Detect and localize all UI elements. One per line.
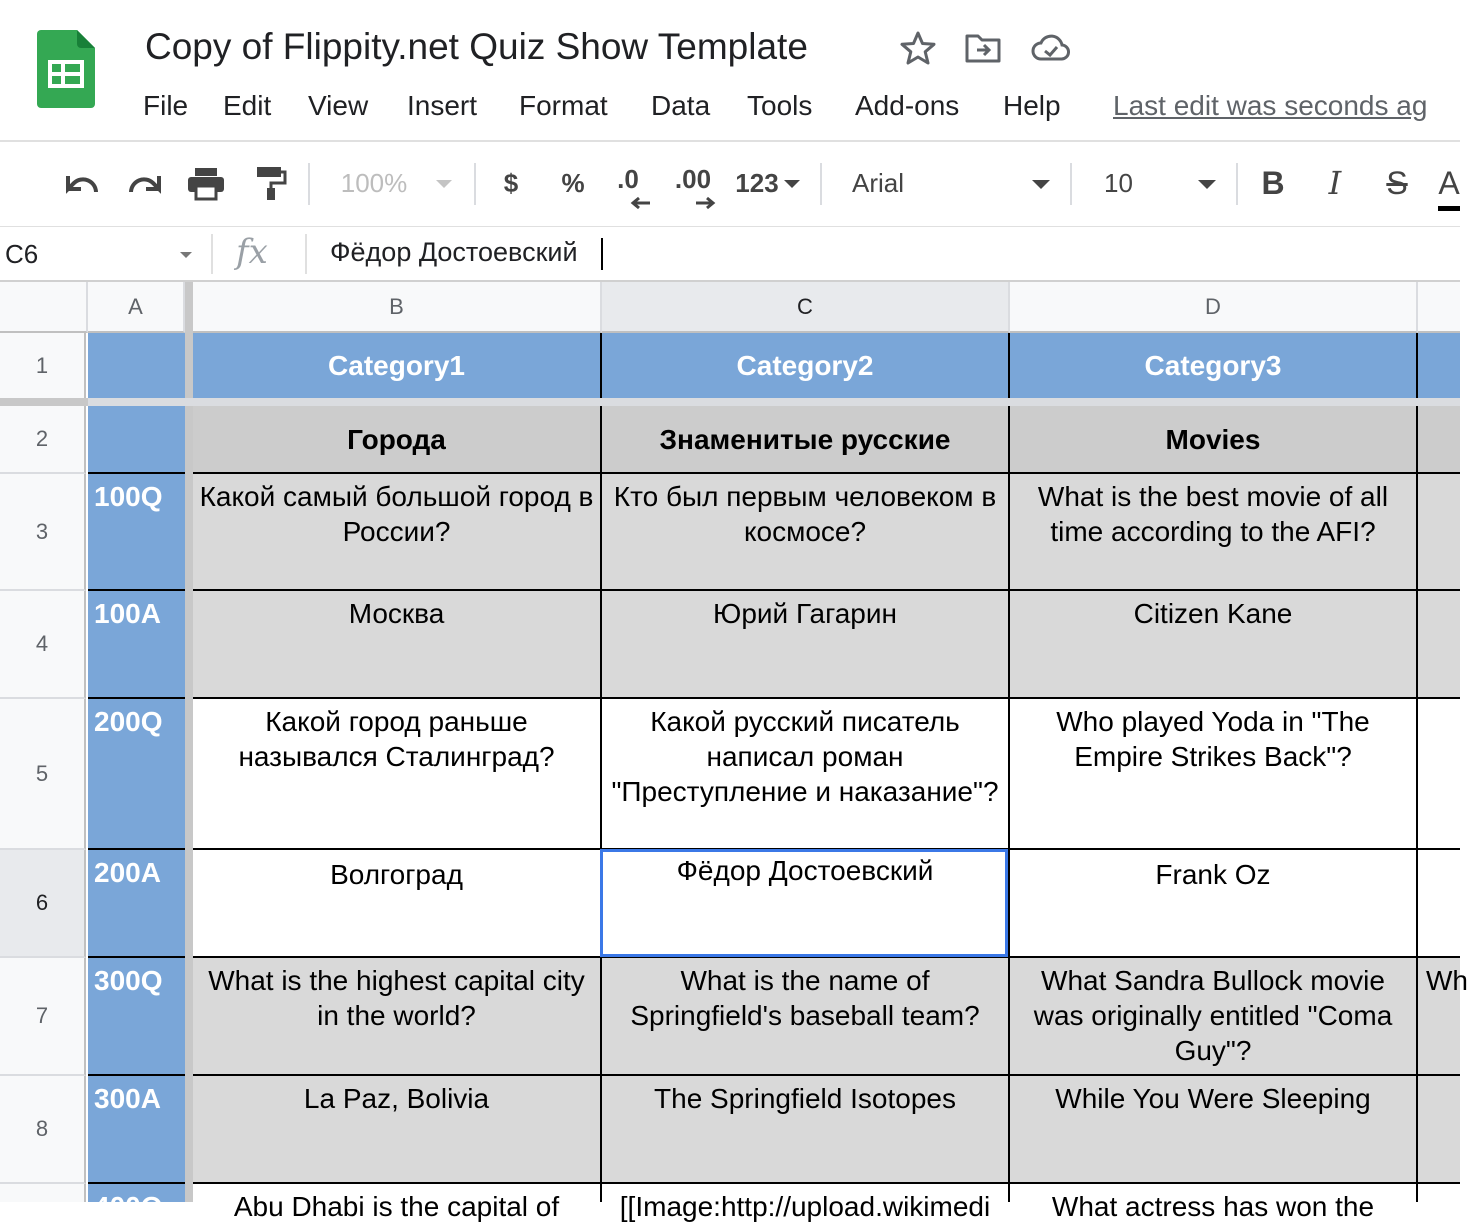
menu-insert[interactable]: Insert [407,90,478,121]
column-header-b[interactable]: B [193,282,602,333]
menu-edit[interactable]: Edit [223,90,272,121]
menu-format[interactable]: Format [519,90,608,121]
font-select[interactable]: Arial [852,167,905,198]
column-header-e[interactable] [1418,282,1460,333]
sheets-logo-icon[interactable] [37,30,95,108]
cell-b7[interactable]: What is the highest capital city in the world? [193,958,602,1076]
cell-e8[interactable] [1418,1076,1460,1184]
menu-tools[interactable]: Tools [747,90,813,121]
cell-b2[interactable]: Города [193,406,602,474]
row-header-8[interactable]: 8 [0,1076,86,1184]
name-box-chevron-down-icon[interactable] [180,252,192,258]
move-folder-icon[interactable] [963,30,1003,66]
strikethrough-button[interactable]: S [1386,164,1408,201]
cell-d4[interactable]: Citizen Kane [1010,591,1418,699]
currency-format-button[interactable]: $ [503,167,519,198]
italic-button[interactable]: I [1328,164,1342,202]
cell-c8[interactable]: The Springfield Isotopes [602,1076,1010,1184]
arrow-right-icon [694,196,716,214]
more-formats-button[interactable]: 123 [735,167,779,198]
cell-a1[interactable] [88,333,185,400]
cell-c2[interactable]: Знаменитые русские [602,406,1010,474]
zoom-select[interactable]: 100% [340,167,408,198]
toolbar-divider [474,163,476,205]
frozen-row-divider[interactable] [0,398,1460,406]
undo-icon[interactable] [60,160,104,206]
percent-format-button[interactable]: % [561,167,585,198]
toolbar-bottom-divider [0,226,1460,227]
column-header-c[interactable]: C [602,282,1010,333]
cell-e1[interactable] [1418,333,1460,400]
row-header-5[interactable]: 5 [0,699,86,850]
cell-e7[interactable]: Wh [1418,958,1460,1076]
cloud-saved-icon[interactable] [1030,30,1070,66]
print-icon[interactable] [184,160,228,206]
cell-d7[interactable]: What Sandra Bullock movie was originally entitled "Coma Guy"? [1010,958,1418,1076]
cell-b1[interactable]: Category1 [193,333,602,400]
formula-input[interactable]: Фёдор Достоевский [330,237,578,267]
cell-c9[interactable]: [[Image:http://upload.wikimedi [602,1184,1010,1202]
cell-a4[interactable]: 100A [88,591,185,699]
cell-c3[interactable]: Кто был первым человеком в космосе? [602,474,1010,591]
zoom-chevron-down-icon[interactable] [436,180,452,188]
document-title[interactable]: Copy of Flippity.net Quiz Show Template [145,26,808,67]
cell-d6[interactable]: Frank Oz [1010,850,1418,958]
cell-c6[interactable]: Фёдор Достоевский [602,850,1010,958]
redo-icon[interactable] [123,160,167,206]
toolbar-divider [1070,163,1072,205]
menu-file[interactable]: File [143,90,189,121]
toolbar-divider [820,163,822,205]
menu-addons[interactable]: Add-ons [855,90,960,121]
formula-divider [305,234,307,274]
font-size-select[interactable]: 10 [1104,167,1133,198]
cell-d1[interactable]: Category3 [1010,333,1418,400]
frozen-row-handle[interactable] [0,398,88,406]
cell-b8[interactable]: La Paz, Bolivia [193,1076,602,1184]
formula-divider [211,234,213,274]
cell-d5[interactable]: Who played Yoda in "The Empire Strikes Back"? [1010,699,1418,850]
cell-a8[interactable]: 300A [88,1076,185,1184]
row-header-2[interactable]: 2 [0,406,86,474]
cell-a5[interactable]: 200Q [88,699,185,850]
font-chevron-down-icon[interactable] [1032,180,1050,189]
star-icon[interactable] [898,30,938,66]
last-edit-link[interactable]: Last edit was seconds ag [1113,90,1428,121]
cell-a9[interactable]: 400Q [88,1184,185,1202]
cell-c4[interactable]: Юрий Гагарин [602,591,1010,699]
column-header-d[interactable]: D [1010,282,1418,333]
cell-c5[interactable]: Какой русский писатель написал роман "Преступление и наказание"? [602,699,1010,850]
paint-format-icon[interactable] [248,160,292,206]
cell-b6[interactable]: Волгоград [193,850,602,958]
cell-c1[interactable]: Category2 [602,333,1010,400]
cell-b3[interactable]: Какой самый большой город в России? [193,474,602,591]
cell-a3[interactable]: 100Q [88,474,185,591]
toolbar-divider [1236,163,1238,205]
cell-b4[interactable]: Москва [193,591,602,699]
bold-button[interactable]: B [1261,164,1285,201]
name-box[interactable]: C6 [5,239,39,269]
cell-a6[interactable]: 200A [88,850,185,958]
arrow-left-icon [630,196,652,214]
row-header-7[interactable]: 7 [0,958,86,1076]
cell-d8[interactable]: While You Were Sleeping [1010,1076,1418,1184]
cell-e4[interactable] [1418,591,1460,699]
toolbar-top-divider [0,140,1460,142]
cell-a7[interactable]: 300Q [88,958,185,1076]
menu-help[interactable]: Help [1003,90,1061,121]
row-header-6[interactable]: 6 [0,850,86,958]
cell-d2[interactable]: Movies [1010,406,1418,474]
row-header-9[interactable] [0,1184,86,1202]
select-all-corner[interactable] [0,282,88,333]
menu-view[interactable]: View [308,90,369,121]
column-header-a[interactable]: A [88,282,185,333]
cell-e6[interactable] [1418,850,1460,958]
cell-b9[interactable]: Abu Dhabi is the capital of [193,1184,602,1202]
cell-d3[interactable]: What is the best movie of all time according to the AFI? [1010,474,1418,591]
increase-decimal-label: .00 [674,164,712,194]
cell-a2[interactable] [88,406,185,474]
decrease-decimal-label: .0 [617,164,639,194]
text-color-swatch [1438,206,1460,211]
cell-c7[interactable]: What is the name of Springfield's baseball team? [602,958,1010,1076]
toolbar-divider [308,163,310,205]
row-header-1[interactable]: 1 [0,333,86,400]
row-header-3[interactable]: 3 [0,474,86,591]
text-color-button[interactable]: A [1438,164,1460,201]
row-header-4[interactable]: 4 [0,591,86,699]
frozen-column-divider[interactable] [185,282,193,1202]
cell-e2[interactable] [1418,406,1460,474]
text-caret [601,238,603,270]
active-cell-selection [600,849,1008,957]
cell-e3[interactable] [1418,474,1460,591]
cell-e5[interactable] [1418,699,1460,850]
cell-b5[interactable]: Какой город раньше назывался Сталинград? [193,699,602,850]
cell-d9[interactable]: What actress has won the [1010,1184,1418,1202]
fx-icon: fx [236,232,268,272]
menu-data[interactable]: Data [651,90,711,121]
more-formats-chevron-down-icon[interactable] [784,180,800,188]
font-size-chevron-down-icon[interactable] [1198,180,1216,189]
